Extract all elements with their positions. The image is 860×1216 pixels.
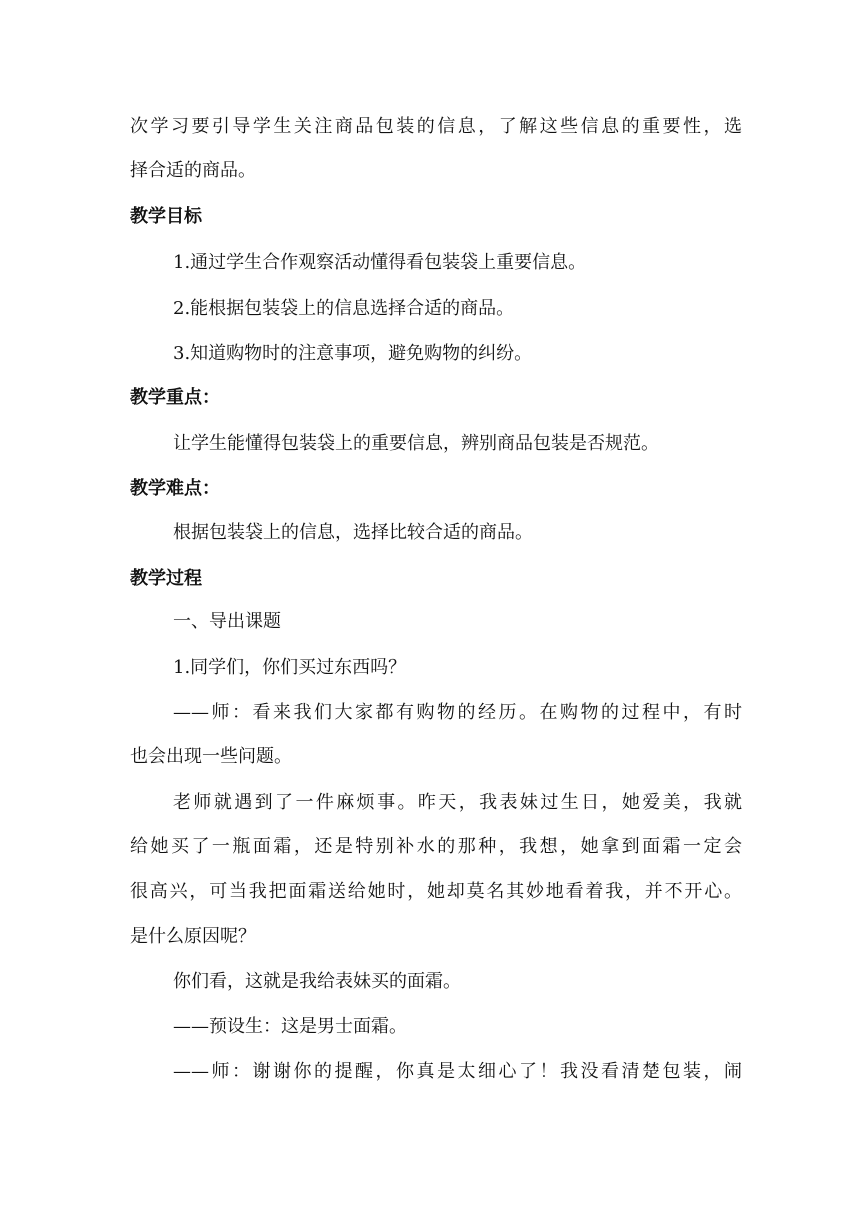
heading-teaching-key: 教学重点： (130, 387, 220, 408)
teacher-dialogue-1-line-1: ——师：看来我们大家都有购物的经历。在购物的过程中，有时 (173, 702, 742, 723)
look-paragraph: 你们看，这就是我给表妹买的面霜。 (173, 971, 461, 992)
heading-teaching-process: 教学过程 (130, 568, 202, 589)
teaching-difficulty-text: 根据包装袋上的信息，选择比较合适的商品。 (173, 522, 533, 543)
heading-teaching-goals: 教学目标 (130, 206, 202, 227)
student-answer: ——预设生：这是男士面霜。 (173, 1016, 407, 1037)
story-paragraph-line-3: 很高兴，可当我把面霜送给她时，她却莫名其妙地看着我，并不开心。 (130, 881, 742, 902)
story-paragraph-line-2: 给她买了一瓶面霜，还是特别补水的那种，我想，她拿到面霜一定会 (130, 836, 742, 857)
teaching-key-text: 让学生能懂得包装袋上的重要信息，辨别商品包装是否规范。 (173, 433, 659, 454)
story-paragraph-line-4: 是什么原因呢？ (130, 926, 256, 947)
story-paragraph-line-1: 老师就遇到了一件麻烦事。昨天，我表妹过生日，她爱美，我就 (173, 792, 742, 813)
intro-paragraph-line-1: 次学习要引导学生关注商品包装的信息，了解这些信息的重要性，选 (130, 116, 742, 137)
teacher-dialogue-2-line-1: ——师：谢谢你的提醒，你真是太细心了！我没看清楚包装，闹 (173, 1061, 742, 1082)
section-heading-1: 一、导出课题 (173, 611, 281, 632)
heading-teaching-difficulty: 教学难点： (130, 478, 220, 499)
question-1: 1.同学们，你们买过东西吗？ (173, 657, 407, 678)
goal-item-1: 1.通过学生合作观察活动懂得看包装袋上重要信息。 (173, 252, 587, 273)
intro-paragraph-line-2: 择合适的商品。 (130, 160, 256, 181)
goal-item-3: 3.知道购物时的注意事项，避免购物的纠纷。 (173, 343, 533, 364)
goal-item-2: 2.能根据包装袋上的信息选择合适的商品。 (173, 298, 515, 319)
teacher-dialogue-1-line-2: 也会出现一些问题。 (130, 746, 292, 767)
